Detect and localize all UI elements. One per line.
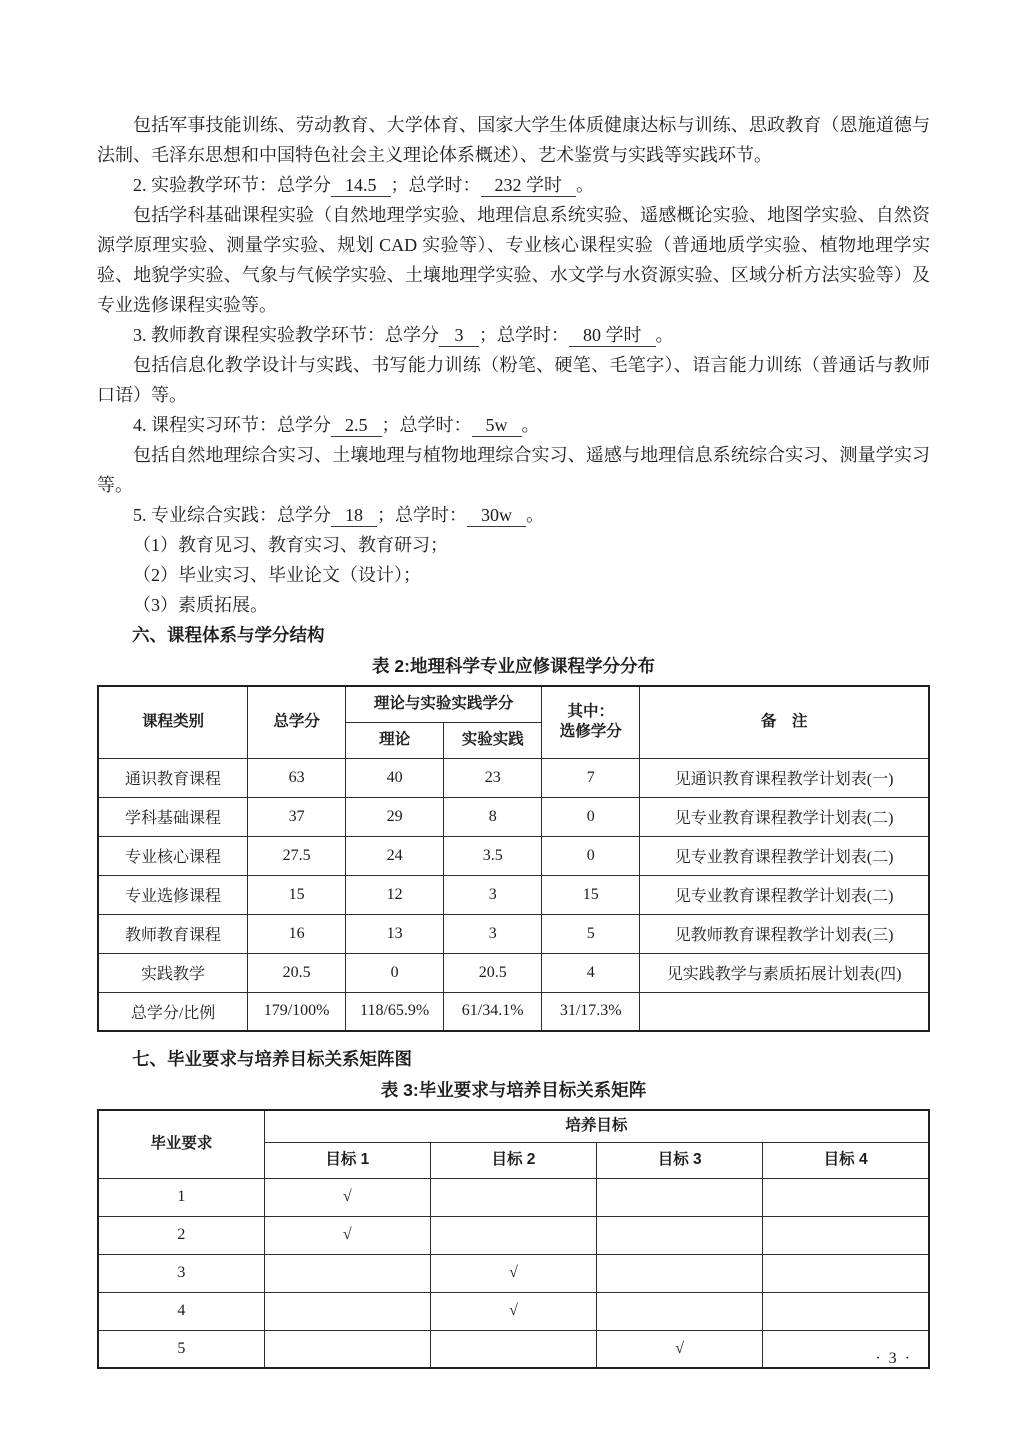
item-4-prefix: 4. 课程实习环节：总学分 bbox=[133, 415, 331, 435]
cell-remark: 见专业教育课程教学计划表(二) bbox=[640, 797, 929, 836]
cell-goal-3-mark bbox=[597, 1216, 763, 1254]
cell-remark: 见专业教育课程教学计划表(二) bbox=[640, 875, 929, 914]
cell-practice: 3 bbox=[444, 914, 542, 953]
table2-header-theory: 理论 bbox=[346, 722, 444, 758]
cell-category: 教师教育课程 bbox=[98, 914, 248, 953]
item-2-prefix: 2. 实验教学环节：总学分 bbox=[133, 175, 331, 195]
table-row bbox=[98, 875, 929, 914]
cell-goal-1-mark bbox=[264, 1292, 430, 1330]
cell-goal-1-mark: √ bbox=[264, 1216, 430, 1254]
cell-elective: 5 bbox=[542, 914, 640, 953]
credit-distribution-table bbox=[97, 685, 930, 1032]
table-row bbox=[98, 1254, 929, 1292]
cell-category: 学科基础课程 bbox=[98, 797, 248, 836]
cell-theory: 24 bbox=[346, 836, 444, 875]
cell-goal-4-mark bbox=[763, 1254, 929, 1292]
cell-elective: 0 bbox=[542, 797, 640, 836]
cell-requirement-label: 1 bbox=[98, 1178, 264, 1216]
cell-remark: 见通识教育课程教学计划表(一) bbox=[640, 758, 929, 797]
cell-remark: 见专业教育课程教学计划表(二) bbox=[640, 836, 929, 875]
item-3-mid: ；总学时： bbox=[479, 325, 569, 345]
table2-header-remark: 备 注 bbox=[640, 686, 929, 758]
cell-goal-3-mark: √ bbox=[597, 1330, 763, 1368]
cell-total: 16 bbox=[248, 914, 346, 953]
item-4-suffix: 。 bbox=[521, 415, 540, 435]
item-4-course-internship bbox=[97, 410, 930, 440]
sub-item-3: （3）素质拓展。 bbox=[133, 595, 268, 615]
sub-item-1: （1）教育见习、教育实习、教育研习； bbox=[133, 535, 448, 555]
cell-requirement-label: 4 bbox=[98, 1292, 264, 1330]
item-2-hours-blank: 232 学时 bbox=[481, 174, 577, 197]
table3-header-requirement: 毕业要求 bbox=[98, 1110, 264, 1178]
cell-goal-3-mark bbox=[597, 1178, 763, 1216]
cell-practice: 3 bbox=[444, 875, 542, 914]
table2-header-total: 总学分 bbox=[248, 686, 346, 758]
item-2-suffix: 。 bbox=[576, 175, 594, 195]
cell-theory: 118/65.9% bbox=[346, 992, 444, 1031]
table-row bbox=[98, 836, 929, 875]
cell-category: 实践教学 bbox=[98, 953, 248, 992]
table2-header-theory-practice-group: 理论与实验实践学分 bbox=[346, 686, 542, 722]
table3-header-goal-4: 目标 4 bbox=[763, 1142, 929, 1178]
cell-theory: 12 bbox=[346, 875, 444, 914]
cell-goal-2-mark: √ bbox=[430, 1292, 596, 1330]
cell-goal-3-mark bbox=[597, 1292, 763, 1330]
table2-header-practice: 实验实践 bbox=[444, 722, 542, 758]
item-5-suffix: 。 bbox=[526, 505, 544, 525]
cell-goal-4-mark bbox=[763, 1292, 929, 1330]
cell-total: 20.5 bbox=[248, 953, 346, 992]
cell-elective: 15 bbox=[542, 875, 640, 914]
cell-requirement-label: 3 bbox=[98, 1254, 264, 1292]
cell-remark: 见教师教育课程教学计划表(三) bbox=[640, 914, 929, 953]
cell-practice: 61/34.1% bbox=[444, 992, 542, 1031]
cell-theory: 13 bbox=[346, 914, 444, 953]
cell-practice: 8 bbox=[444, 797, 542, 836]
item-3-teacher-education bbox=[97, 320, 930, 350]
table-3-caption: 表 3:毕业要求与培养目标关系矩阵 bbox=[380, 1080, 647, 1100]
table3-header-goals-group: 培养目标 bbox=[264, 1110, 929, 1142]
cell-goal-1-mark: √ bbox=[264, 1178, 430, 1216]
cell-elective: 4 bbox=[542, 953, 640, 992]
item-5-hours-blank: 30w bbox=[467, 504, 526, 527]
cell-theory: 40 bbox=[346, 758, 444, 797]
cell-goal-2-mark bbox=[430, 1330, 596, 1368]
paragraph-teacher-training: 包括信息化教学设计与实践、书写能力训练（粉笔、硬笔、毛笔字）、语言能力训练（普通话与教师口语）等。 bbox=[97, 355, 930, 405]
cell-elective: 31/17.3% bbox=[542, 992, 640, 1031]
cell-category: 总学分/比例 bbox=[98, 992, 248, 1031]
cell-practice: 20.5 bbox=[444, 953, 542, 992]
item-3-credits-blank: 3 bbox=[439, 324, 479, 347]
table2-header-elective bbox=[542, 686, 640, 758]
cell-goal-2-mark bbox=[430, 1216, 596, 1254]
item-4-mid: ；总学时： bbox=[381, 415, 472, 435]
table-row bbox=[98, 1330, 929, 1368]
table3-header-goal-3: 目标 3 bbox=[597, 1142, 763, 1178]
section-7-heading: 七、毕业要求与培养目标关系矩阵图 bbox=[132, 1049, 412, 1069]
paragraph-discipline-experiments: 包括学科基础课程实验（自然地理学实验、地理信息系统实验、遥感概论实验、地图学实验、自然资源学原理实验、测量学实验、规划 CAD 实验等）、专业核心课程实验（普通地质学实验、植物地理学实验、地貌学实验、气象与气候学实验、土壤地理学实验、水文学与水资源实验、区域分析方法实验等）及专业选修课程实验等。 bbox=[97, 205, 930, 315]
cell-category: 专业选修课程 bbox=[98, 875, 248, 914]
table-row bbox=[98, 797, 929, 836]
table3-header-goal-1: 目标 1 bbox=[264, 1142, 430, 1178]
table2-header-elective-line2: 选修学分 bbox=[559, 723, 622, 741]
item-4-hours-blank: 5w bbox=[472, 414, 522, 437]
table-row bbox=[98, 1292, 929, 1330]
paragraph-field-internship: 包括自然地理综合实习、土壤地理与植物地理综合实习、遥感与地理信息系统综合实习、测量学实习等。 bbox=[97, 445, 930, 495]
item-2-experiment-teaching bbox=[97, 170, 930, 200]
requirement-goal-matrix-table bbox=[97, 1109, 930, 1369]
cell-theory: 29 bbox=[346, 797, 444, 836]
cell-goal-4-mark bbox=[763, 1178, 929, 1216]
cell-practice: 23 bbox=[444, 758, 542, 797]
cell-requirement-label: 2 bbox=[98, 1216, 264, 1254]
sub-item-2: （2）毕业实习、毕业论文（设计）； bbox=[133, 565, 421, 585]
table-row bbox=[98, 1178, 929, 1216]
item-3-suffix: 。 bbox=[655, 325, 674, 345]
cell-category: 专业核心课程 bbox=[98, 836, 248, 875]
table-row bbox=[98, 1216, 929, 1254]
item-5-credits-blank: 18 bbox=[331, 504, 377, 527]
body-text-block bbox=[97, 110, 930, 650]
item-3-prefix: 3. 教师教育课程实验教学环节：总学分 bbox=[133, 325, 439, 345]
table-row bbox=[98, 992, 929, 1031]
cell-total: 15 bbox=[248, 875, 346, 914]
cell-category: 通识教育课程 bbox=[98, 758, 248, 797]
cell-goal-4-mark bbox=[763, 1216, 929, 1254]
cell-theory: 0 bbox=[346, 953, 444, 992]
section-6-heading: 六、课程体系与学分结构 bbox=[132, 625, 325, 645]
cell-total: 63 bbox=[248, 758, 346, 797]
table3-header-goal-2: 目标 2 bbox=[430, 1142, 596, 1178]
cell-total: 179/100% bbox=[248, 992, 346, 1031]
cell-total: 27.5 bbox=[248, 836, 346, 875]
table-2-caption: 表 2:地理科学专业应修课程学分分布 bbox=[372, 656, 655, 676]
item-5-prefix: 5. 专业综合实践：总学分 bbox=[133, 505, 331, 525]
item-4-credits-blank: 2.5 bbox=[331, 414, 382, 437]
cell-elective: 0 bbox=[542, 836, 640, 875]
table2-header-category: 课程类别 bbox=[98, 686, 248, 758]
page-number: · 3 · bbox=[875, 1350, 912, 1367]
table2-header-elective-line1: 其中： bbox=[567, 703, 614, 721]
cell-goal-3-mark bbox=[597, 1254, 763, 1292]
cell-elective: 7 bbox=[542, 758, 640, 797]
cell-remark bbox=[640, 992, 929, 1031]
cell-goal-2-mark bbox=[430, 1178, 596, 1216]
paragraph-general-practice: 包括军事技能训练、劳动教育、大学体育、国家大学生体质健康达标与训练、思政教育（恩施道德与法制、毛泽东思想和中国特色社会主义理论体系概述）、艺术鉴赏与实践等实践环节。 bbox=[97, 115, 930, 165]
cell-practice: 3.5 bbox=[444, 836, 542, 875]
cell-goal-1-mark bbox=[264, 1330, 430, 1368]
table-row bbox=[98, 758, 929, 797]
item-5-mid: ；总学时： bbox=[377, 505, 467, 525]
item-3-hours-blank: 80 学时 bbox=[569, 324, 656, 347]
item-5-comprehensive-practice bbox=[97, 500, 930, 530]
item-2-mid: ；总学时： bbox=[390, 175, 481, 195]
cell-total: 37 bbox=[248, 797, 346, 836]
cell-remark: 见实践教学与素质拓展计划表(四) bbox=[640, 953, 929, 992]
cell-goal-1-mark bbox=[264, 1254, 430, 1292]
table-row bbox=[98, 914, 929, 953]
cell-goal-2-mark: √ bbox=[430, 1254, 596, 1292]
item-2-credits-blank: 14.5 bbox=[331, 174, 391, 197]
table-row bbox=[98, 953, 929, 992]
cell-requirement-label: 5 bbox=[98, 1330, 264, 1368]
